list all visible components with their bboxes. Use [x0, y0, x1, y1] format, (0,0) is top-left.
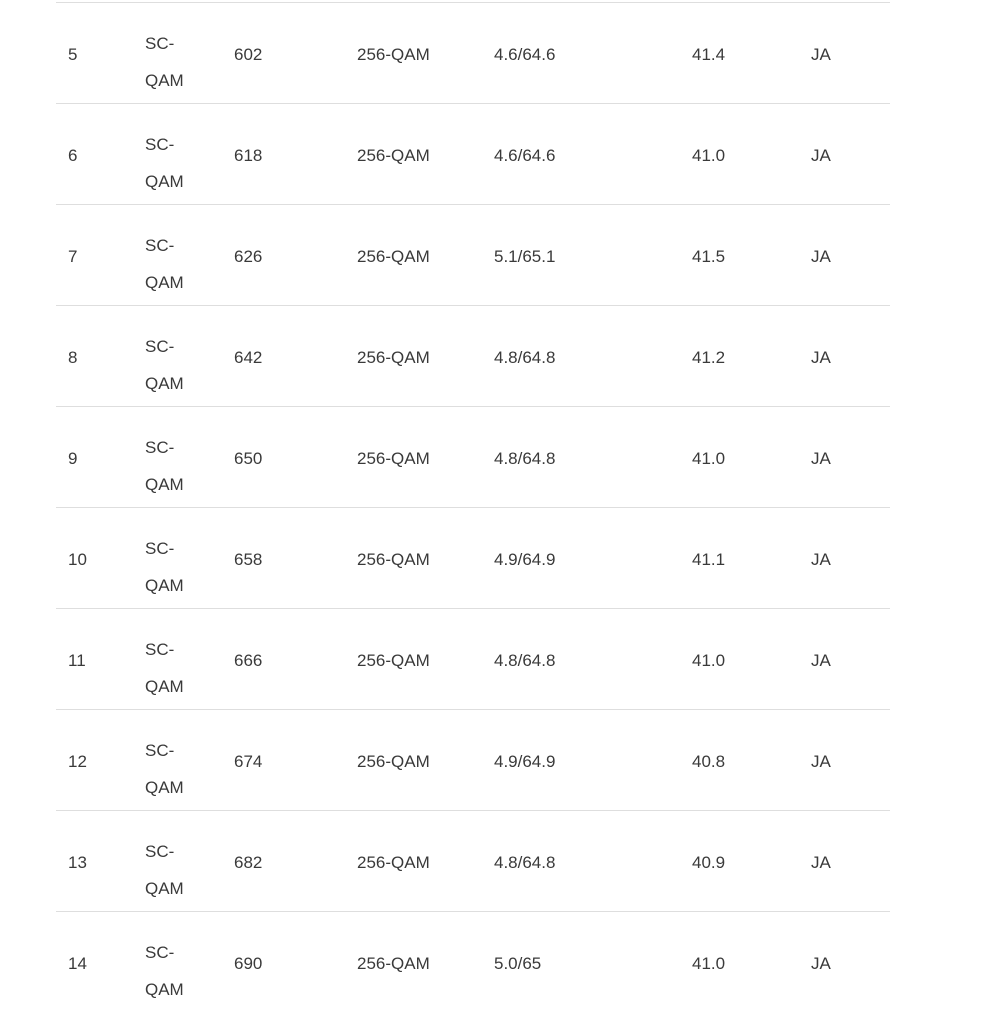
channel-id-cell: 9	[68, 449, 78, 468]
modulation-cell: 256-QAM	[357, 853, 430, 872]
channel-type-line2: QAM	[145, 273, 184, 292]
modulation-cell: 256-QAM	[357, 752, 430, 771]
locked-status-cell: JA	[811, 954, 831, 973]
power-level-cell: 4.8/64.8	[494, 853, 556, 872]
locked-status-cell: JA	[811, 853, 831, 872]
channel-type-line1: SC-	[145, 640, 175, 659]
table-row	[56, 305, 890, 406]
table-row	[56, 608, 890, 709]
channel-id-cell: 12	[68, 752, 87, 771]
frequency-cell: 650	[234, 449, 263, 468]
channel-id-cell: 6	[68, 146, 78, 165]
channel-type-line2: QAM	[145, 778, 184, 797]
channel-id-cell: 13	[68, 853, 87, 872]
power-level-cell: 4.8/64.8	[494, 449, 556, 468]
snr-cell: 41.0	[692, 651, 726, 670]
channel-type-line1: SC-	[145, 741, 175, 760]
channel-type-cell	[145, 126, 184, 200]
channel-type-line2: QAM	[145, 71, 184, 90]
channel-type-line2: QAM	[145, 576, 184, 595]
power-level-cell: 4.6/64.6	[494, 146, 556, 165]
modulation-cell: 256-QAM	[357, 247, 430, 266]
locked-status-cell: JA	[811, 45, 831, 64]
frequency-cell: 690	[234, 954, 263, 973]
frequency-cell: 666	[234, 651, 263, 670]
power-level-cell: 4.6/64.6	[494, 45, 556, 64]
channel-type-line2: QAM	[145, 879, 184, 898]
channel-type-line2: QAM	[145, 677, 184, 696]
snr-cell: 40.8	[692, 752, 726, 771]
table-row	[56, 204, 890, 305]
locked-status-cell: JA	[811, 348, 831, 367]
locked-status-cell: JA	[811, 449, 831, 468]
snr-cell: 41.1	[692, 550, 726, 569]
snr-cell: 41.0	[692, 954, 726, 973]
channel-type-line1: SC-	[145, 337, 175, 356]
locked-status-cell: JA	[811, 752, 831, 771]
channel-type-line1: SC-	[145, 34, 175, 53]
modulation-cell: 256-QAM	[357, 651, 430, 670]
table-row	[56, 507, 890, 608]
channel-type-line2: QAM	[145, 475, 184, 494]
channel-type-line2: QAM	[145, 172, 184, 191]
power-level-cell: 4.9/64.9	[494, 752, 556, 771]
frequency-cell: 658	[234, 550, 263, 569]
channel-id-cell: 11	[68, 651, 86, 670]
table-row	[56, 2, 890, 103]
channel-type-line2: QAM	[145, 980, 184, 999]
snr-cell: 41.2	[692, 348, 726, 367]
frequency-cell: 642	[234, 348, 263, 367]
frequency-cell: 674	[234, 752, 263, 771]
snr-cell: 40.9	[692, 853, 726, 872]
locked-status-cell: JA	[811, 146, 831, 165]
channel-type-cell	[145, 631, 184, 705]
channel-id-cell: 7	[68, 247, 78, 266]
modulation-cell: 256-QAM	[357, 45, 430, 64]
power-level-cell: 4.8/64.8	[494, 651, 556, 670]
locked-status-cell: JA	[811, 550, 831, 569]
channel-type-cell	[145, 530, 184, 604]
channel-type-cell	[145, 934, 184, 1008]
channel-type-line1: SC-	[145, 135, 175, 154]
table-row	[56, 103, 890, 204]
channel-type-cell	[145, 25, 184, 99]
channel-id-cell: 5	[68, 45, 78, 64]
channel-type-line1: SC-	[145, 438, 175, 457]
channel-type-cell	[145, 328, 184, 402]
table-row	[56, 810, 890, 911]
power-level-cell: 5.0/65	[494, 954, 542, 973]
snr-cell: 41.5	[692, 247, 726, 266]
table-row	[56, 911, 890, 1012]
power-level-cell: 4.9/64.9	[494, 550, 556, 569]
snr-cell: 41.0	[692, 146, 726, 165]
snr-cell: 41.4	[692, 45, 726, 64]
channel-type-cell	[145, 227, 184, 301]
frequency-cell: 626	[234, 247, 263, 266]
frequency-cell: 682	[234, 853, 263, 872]
downstream-channel-table	[56, 2, 890, 1012]
channel-type-cell	[145, 833, 184, 907]
channel-id-cell: 14	[68, 954, 87, 973]
channel-type-line1: SC-	[145, 236, 175, 255]
modulation-cell: 256-QAM	[357, 550, 430, 569]
channel-type-cell	[145, 429, 184, 503]
modulation-cell: 256-QAM	[357, 449, 430, 468]
frequency-cell: 602	[234, 45, 263, 64]
table-row	[56, 709, 890, 810]
frequency-cell: 618	[234, 146, 263, 165]
modulation-cell: 256-QAM	[357, 146, 430, 165]
power-level-cell: 5.1/65.1	[494, 247, 556, 266]
channel-type-line1: SC-	[145, 539, 175, 558]
modulation-cell: 256-QAM	[357, 348, 430, 367]
power-level-cell: 4.8/64.8	[494, 348, 556, 367]
channel-type-cell	[145, 732, 184, 806]
table-row	[56, 406, 890, 507]
channel-id-cell: 10	[68, 550, 87, 569]
channel-id-cell: 8	[68, 348, 78, 367]
modulation-cell: 256-QAM	[357, 954, 430, 973]
locked-status-cell: JA	[811, 651, 831, 670]
channel-type-line2: QAM	[145, 374, 184, 393]
channel-type-line1: SC-	[145, 842, 175, 861]
snr-cell: 41.0	[692, 449, 726, 468]
channel-type-line1: SC-	[145, 943, 175, 962]
locked-status-cell: JA	[811, 247, 831, 266]
